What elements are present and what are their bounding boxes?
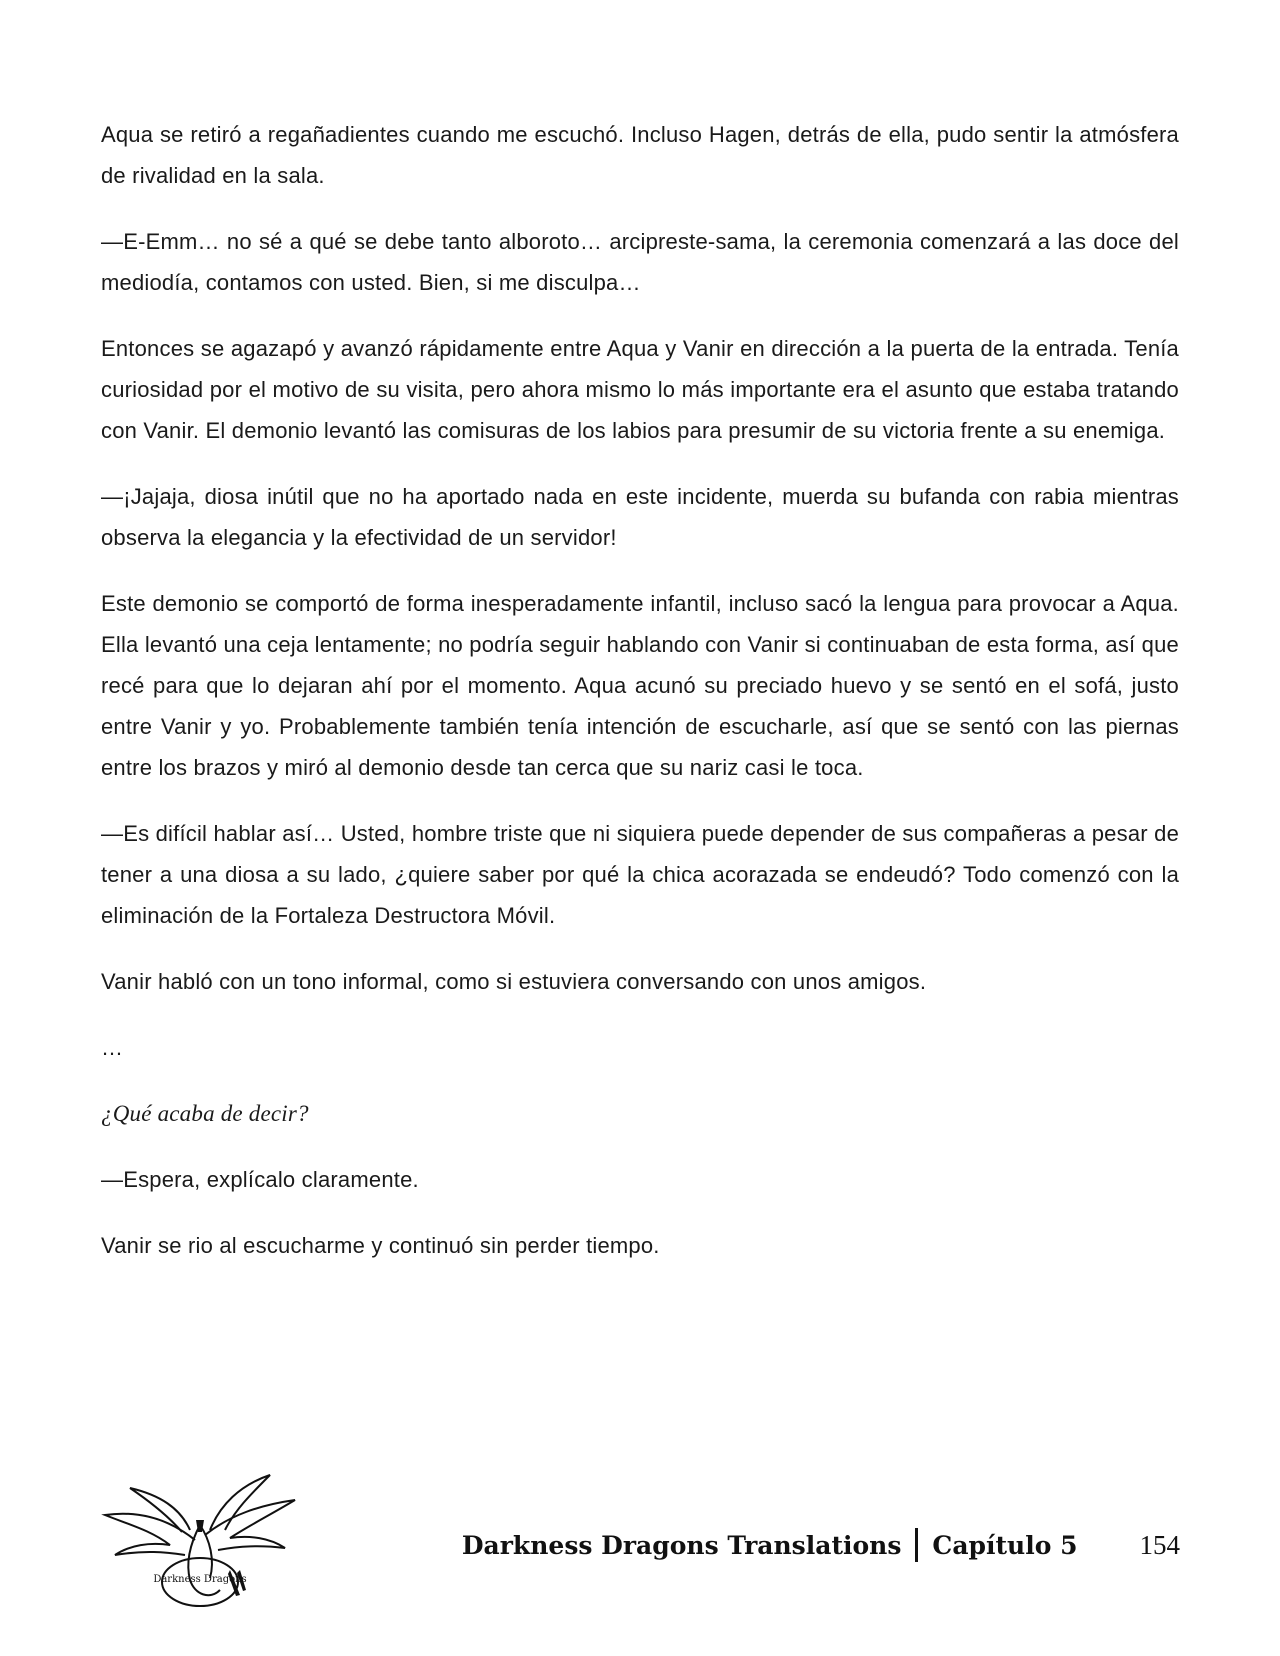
paragraph: —Es difícil hablar así… Usted, hombre triste que ni siquiera puede depender de sus compañeras a pesar de tener a una diosa a su lado, ¿quiere saber por qué la chica acorazada se endeudó? Todo comenzó con la eliminación de la Fortaleza Destructora Móvil. [101,821,1179,928]
paragraph: Este demonio se comportó de forma inesperadamente infantil, incluso sacó la lengua para provocar a Aqua. Ella levantó una ceja lentamente; no podría seguir hablando con Vanir si continuaban de esta forma, así que recé para que lo dejaran ahí por el momento. Aqua acunó su preciado huevo y se sentó en el sofá, justo entre Vanir y yo. Probablemente también tenía intención de escucharle, así que se sentó con las piernas entre los brazos y miró al demonio desde tan cerca que su nariz casi le toca. [101,591,1179,780]
paragraph: Vanir habló con un tono informal, como si estuviera conversando con unos amigos. [101,969,927,994]
paragraph: Entonces se agazapó y avanzó rápidamente entre Aqua y Vanir en dirección a la puerta de la entrada. Tenía curiosidad por el motivo de su visita, pero ahora mismo lo más importante era el asunto que estaba tratando con Vanir. El demonio levantó las comisuras de los labios para presumir de su victoria frente a su enemiga. [101,336,1179,443]
page-footer [100,1470,1180,1610]
group-name: Darkness Dragons Translations [461,1530,902,1560]
paragraph: —Espera, explícalo claramente. [101,1167,419,1192]
paragraph: —¡Jajaja, diosa inútil que no ha aportado nada en este incidente, muerda su bufanda con rabia mientras observa la elegancia y la efectividad de un servidor! [101,484,1179,550]
footer-caption [462,1528,1180,1562]
paragraph: —E-Emm… no sé a qué se debe tanto alboroto… arcipreste-sama, la ceremonia comenzará a las doce del mediodía, contamos con usted. Bien, si me disculpa… [101,229,1179,295]
paragraph-italic: ¿Qué acaba de decir? [101,1101,309,1126]
paragraph: Vanir se rio al escucharme y continuó sin perder tiempo. [101,1233,660,1258]
paragraph: Aqua se retiró a regañadientes cuando me escuchó. Incluso Hagen, detrás de ella, pudo sentir la atmósfera de rivalidad en la sala. [101,122,1179,188]
dragon-logo-icon [100,1470,300,1610]
logo-text: Darkness Dragons [153,1574,247,1585]
paragraph: … [101,1035,124,1060]
page-body [101,114,1179,1291]
page-number: 154 [1139,1529,1180,1560]
footer-separator [915,1528,918,1562]
chapter-label: Capítulo 5 [932,1530,1078,1560]
